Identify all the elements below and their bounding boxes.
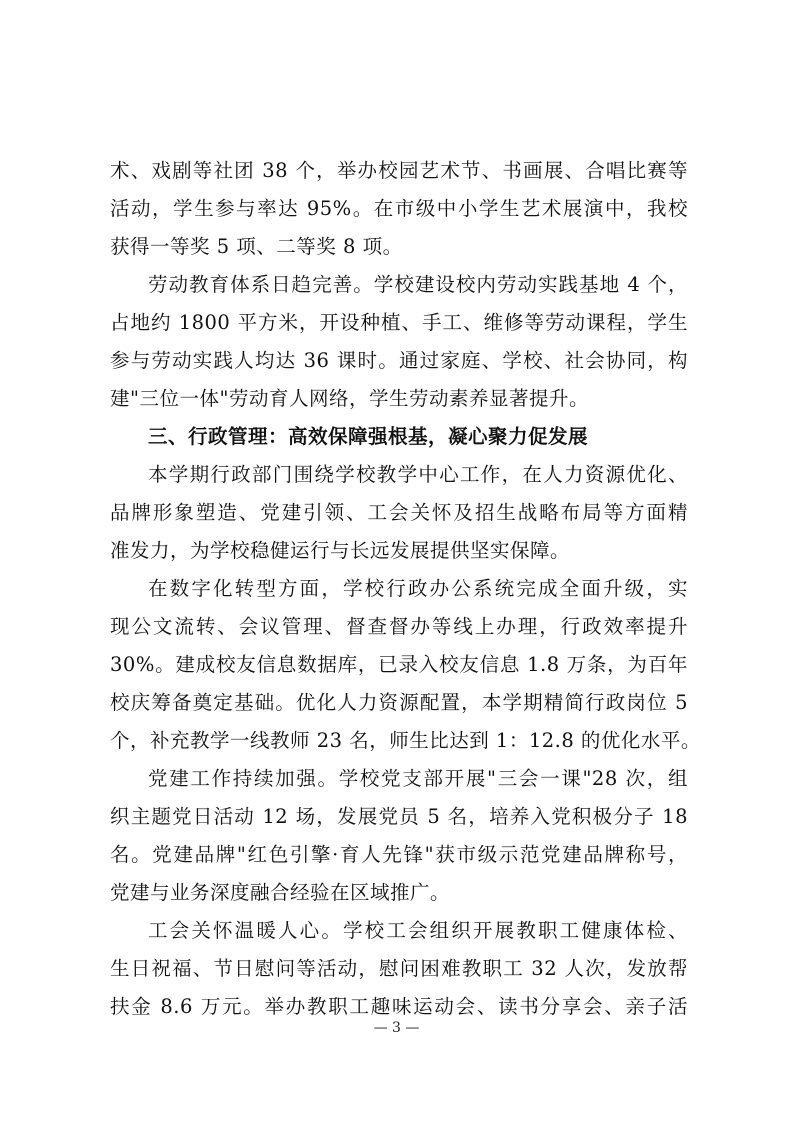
body-text-line: 获得一等奖 5 项、二等奖 8 项。: [110, 235, 403, 258]
body-text-line: 准发力，为学校稳健运行与长远发展提供坚实保障。: [110, 539, 571, 562]
body-text-line: 党建工作持续加强。学校党支部开展"三会一课"28 次，组: [148, 767, 688, 790]
body-text-line: 生日祝福、节日慰问等活动，慰问困难教职工 32 人次，发放帮: [110, 957, 688, 980]
body-text-line: 劳动教育体系日趋完善。学校建设校内劳动实践基地 4 个，: [148, 273, 688, 296]
body-text-line: 活动，学生参与率达 95%。在市级中小学生艺术展演中，我校: [110, 197, 688, 220]
body-text-line: 术、戏剧等社团 38 个，举办校园艺术节、书画展、合唱比赛等: [110, 159, 688, 182]
section-heading: 三、行政管理：高效保障强根基，凝心聚力促发展: [148, 425, 589, 448]
body-text-line: 扶金 8.6 万元。举办教职工趣味运动会、读书分享会、亲子活: [110, 995, 688, 1018]
body-text-line: 现公文流转、会议管理、督查督办等线上办理，行政效率提升: [110, 615, 688, 638]
body-text-line: 30%。建成校友信息数据库，已录入校友信息 1.8 万条，为百年: [110, 653, 688, 676]
body-text-line: 占地约 1800 平方米，开设种植、手工、维修等劳动课程，学生: [110, 311, 688, 334]
body-text-line: 党建与业务深度融合经验在区域推广。: [110, 881, 451, 904]
body-text-line: 工会关怀温暖人心。学校工会组织开展教职工健康体检、: [148, 919, 688, 942]
body-text-line: 名。党建品牌"红色引擎·育人先锋"获市级示范党建品牌称号，: [110, 843, 688, 866]
document-body: [110, 152, 701, 1026]
body-text-line: 校庆筹备奠定基础。优化人力资源配置，本学期精简行政岗位 5: [110, 691, 688, 714]
body-text-line: 品牌形象塑造、党建引领、工会关怀及招生战略布局等方面精: [110, 501, 688, 524]
body-text-line: 参与劳动实践人均达 36 课时。通过家庭、学校、社会协同，构: [110, 349, 688, 372]
body-text-line: 建"三位一体"劳动育人网络，学生劳动素养显著提升。: [110, 387, 589, 410]
body-text-line: 个，补充教学一线教师 23 名，师生比达到 1：12.8 的优化水平。: [110, 729, 701, 752]
body-text-line: 在数字化转型方面，学校行政办公系统完成全面升级，实: [148, 577, 688, 600]
page-number: — 3 —: [373, 1020, 420, 1036]
body-text-line: 本学期行政部门围绕学校教学中心工作，在人力资源优化、: [148, 463, 688, 486]
body-text-line: 织主题党日活动 12 场，发展党员 5 名，培养入党积极分子 18: [110, 805, 688, 828]
